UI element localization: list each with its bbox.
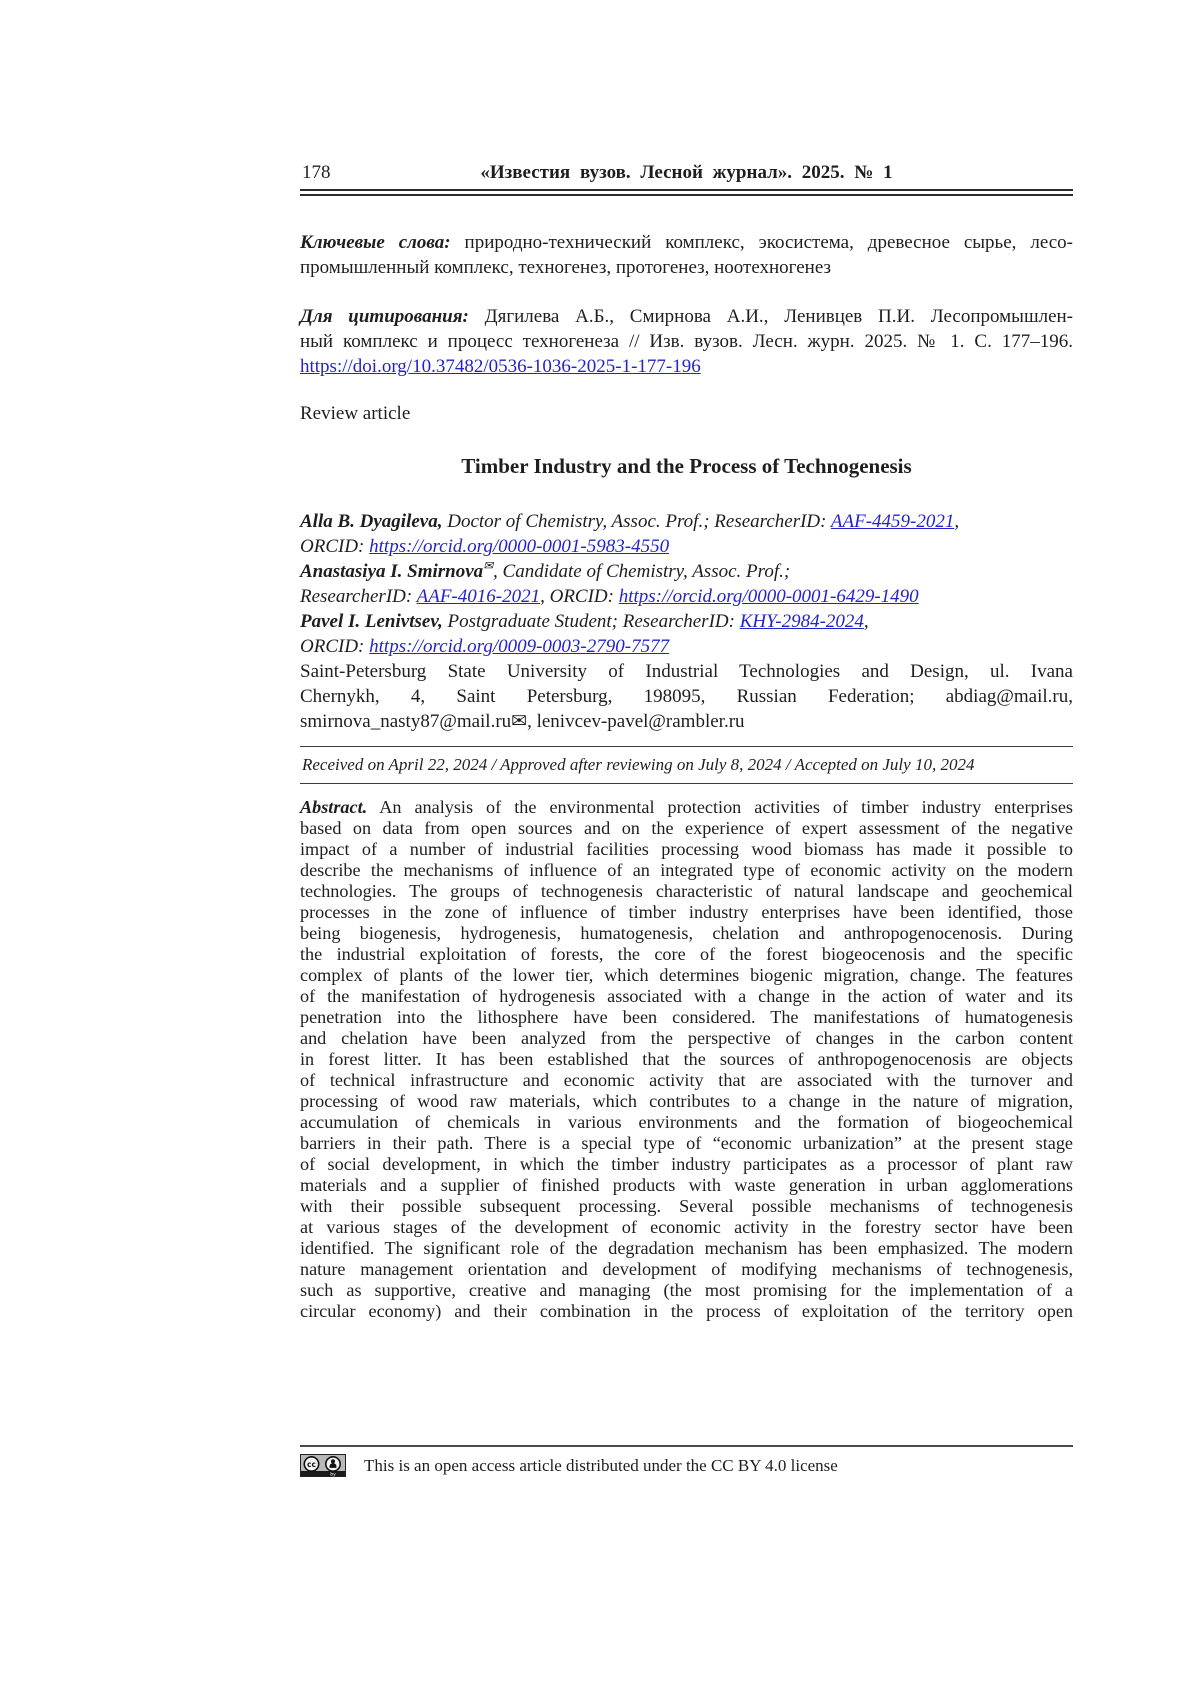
text-line: circular economy) and their combination in the process of exploitation of the territory open (300, 1301, 1073, 1321)
citation-line: ный комплекс и процесс техногенеза // Изв. вузов. Лесн. журн. 2025. № 1. С. 177–196. (300, 331, 1073, 352)
text-line: penetration into the lithosphere have been considered. The manifestations of humatogenesis (300, 1007, 1073, 1027)
text-line: nature management orientation and development of modifying mechanisms of technogenesis, (300, 1259, 1073, 1279)
text-line: of the manifestation of hydrogenesis associated with a change in the action of water and its (300, 986, 1073, 1006)
citation-paragraph (300, 304, 1073, 379)
orcid-link[interactable]: https://orcid.org/0009-0003-2790-7577 (369, 636, 670, 657)
orcid-label: ORCID: (300, 536, 370, 557)
researcher-id-link[interactable]: KHY-2984-2024 (739, 611, 864, 632)
author-text: , (863, 611, 869, 632)
author-name: Alla B. Dyagileva, (300, 511, 443, 532)
mail-icon: ✉ (483, 559, 494, 573)
keywords-label: Ключевые слова: (300, 232, 451, 253)
dates-line: Received on April 22, 2024 / Approved after reviewing on July 8, 2024 / Accepted on July 10, 2024 (300, 746, 1073, 784)
author-line (300, 584, 1073, 609)
orcid-label: ORCID: (300, 636, 370, 657)
abstract-label: Abstract. (300, 797, 368, 817)
text-line: such as supportive, creative and managing (the most promising for the implementation of a (300, 1280, 1073, 1300)
text-line: complex of plants of the lower tier, which determines biogenic migration, change. The features (300, 965, 1073, 985)
affiliation-line: Saint-Petersburg State University of Industrial Technologies and Design, ul. Ivana (300, 661, 1073, 682)
text-line: with their possible subsequent processing. Several possible mechanisms of technogenesis (300, 1196, 1073, 1216)
author-name: Pavel I. Lenivtsev, (300, 611, 443, 632)
abstract-line (300, 797, 1073, 818)
affiliation (300, 659, 1073, 734)
author-line (300, 609, 1073, 634)
keywords-paragraph (300, 230, 1073, 280)
svg-text:cc: cc (307, 1460, 316, 1469)
text-line: identified. The significant role of the degradation mechanism has been emphasized. The modern (300, 1238, 1073, 1258)
researcher-id-label: ResearcherID: (300, 586, 417, 607)
page-header (300, 160, 1073, 185)
header-divider (300, 189, 1073, 196)
article-page (300, 160, 1073, 1322)
text-line: of technical infrastructure and economic activity that are associated with the turnover and (300, 1070, 1073, 1090)
text-line: materials and a supplier of finished products with waste generation in urban agglomerations (300, 1175, 1073, 1195)
footer-divider (300, 1445, 1073, 1447)
doi-link[interactable]: https://doi.org/10.37482/0536-1036-2025-1-177-196 (300, 356, 701, 377)
text-line: at various stages of the development of economic activity in the forestry sector have been (300, 1217, 1073, 1237)
citation-line (300, 354, 1073, 379)
author-name: Anastasiya I. Smirnova (300, 561, 484, 582)
text-line: the industrial exploitation of forests, the core of the forest biogeocenosis and the specific (300, 944, 1073, 964)
author-role: Doctor of Chemistry, Assoc. Prof.; ResearcherID: (442, 511, 831, 532)
footer (300, 1445, 1073, 1477)
affiliation-line: smirnova_nasty87@mail.ru✉, lenivcev-pavel@rambler.ru (300, 711, 745, 732)
author-line (300, 634, 1073, 659)
article-type-label: Review article (300, 403, 411, 424)
text-line: and chelation have been analyzed from the perspective of changes in the carbon content (300, 1028, 1073, 1048)
keywords-text: природно-технический комплекс, экосистема, древесное сырье, лесо- (450, 232, 1073, 253)
citation-label: Для цитирования: (300, 306, 469, 327)
orcid-link[interactable]: https://orcid.org/0000-0001-6429-1490 (618, 586, 919, 607)
author-role: Postgraduate Student; ResearcherID: (442, 611, 740, 632)
text-line: in forest litter. It has been established that the sources of anthropogenocenosis are objects (300, 1049, 1073, 1069)
citation-text: Дягилева А.Б., Смирнова А.И., Ленивцев П.И. Лесопромышлен- (468, 306, 1073, 327)
author-text: , (954, 511, 960, 532)
researcher-id-link[interactable]: AAF-4459-2021 (830, 511, 955, 532)
text-line: barriers in their path. There is a special type of “economic urbanization” at the present stage (300, 1133, 1073, 1153)
author-role: , Candidate of Chemistry, Assoc. Prof.; (493, 561, 791, 582)
text-line: processing of wood raw materials, which contributes to a change in the nature of migration, (300, 1091, 1073, 1111)
citation-line (300, 304, 1073, 329)
abstract-paragraph (300, 797, 1073, 1322)
license-text: This is an open access article distributed under the CC BY 4.0 license (364, 1455, 838, 1475)
text-line: based on data from open sources and on the experience of expert assessment of the negative (300, 818, 1073, 838)
keywords-line: промышленный комплекс, техногенез, протогенез, ноотехногенез (300, 257, 831, 278)
article-title: Timber Industry and the Process of Technogenesis (461, 454, 912, 478)
text-line: of social development, in which the timber industry participates as a processor of plant raw (300, 1154, 1073, 1174)
affiliation-line: Chernykh, 4, Saint Petersburg, 198095, Russian Federation; abdiag@mail.ru, (300, 686, 1073, 707)
authors-block (300, 509, 1073, 734)
license-row (300, 1454, 1073, 1477)
author-line (300, 559, 1073, 584)
page-number: 178 (302, 162, 331, 183)
author-line (300, 509, 1073, 534)
abstract-text: An analysis of the environmental protection activities of timber industry enterprises (367, 797, 1073, 817)
author-line (300, 534, 1073, 559)
svg-text:by: by (330, 1472, 336, 1477)
text-line: being biogenesis, hydrogenesis, humatogenesis, chelation and anthropogenocenosis. During (300, 923, 1073, 943)
keywords-line (300, 230, 1073, 255)
journal-header: «Известия вузов. Лесной журнал». 2025. № 1 (480, 162, 893, 183)
author-text: , ORCID: (540, 586, 619, 607)
text-line: impact of a number of industrial facilities processing wood biomass has made it possible to (300, 839, 1073, 859)
text-line: processes in the zone of influence of timber industry enterprises have been identified, those (300, 902, 1073, 922)
orcid-link[interactable]: https://orcid.org/0000-0001-5983-4550 (369, 536, 670, 557)
text-line: accumulation of chemicals in various environments and the formation of biogeochemical (300, 1112, 1073, 1132)
researcher-id-link[interactable]: AAF-4016-2021 (416, 586, 541, 607)
abstract-lines (300, 818, 1073, 1322)
text-line: describe the mechanisms of influence of an integrated type of economic activity on the modern (300, 860, 1073, 880)
cc-by-badge-icon (300, 1454, 346, 1477)
text-line: technologies. The groups of technogenesis characteristic of natural landscape and geochemical (300, 881, 1073, 901)
